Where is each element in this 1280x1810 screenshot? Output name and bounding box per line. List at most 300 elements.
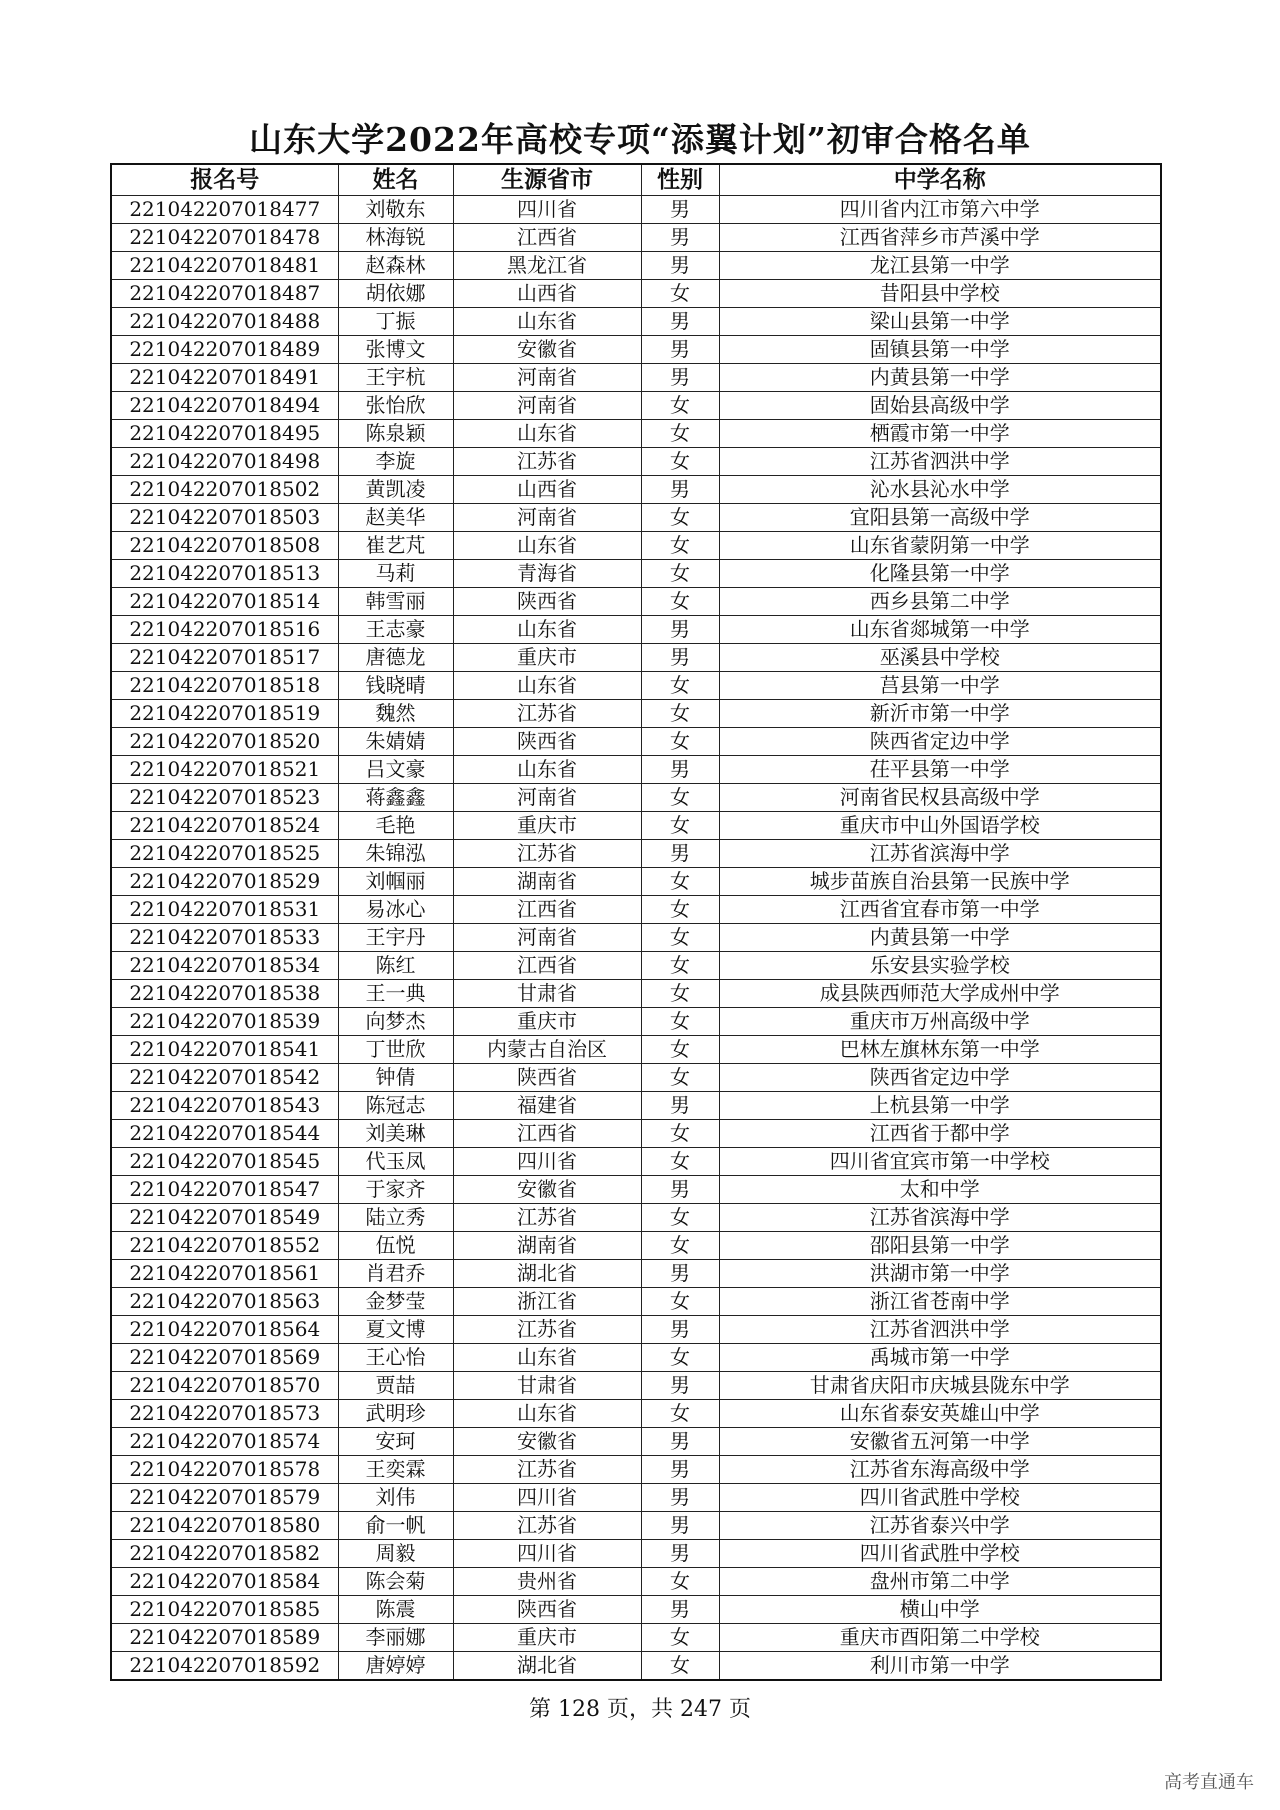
school-cell: 内黄县第一中学 bbox=[719, 364, 1161, 392]
registration-no-cell: 221042207018517 bbox=[111, 644, 338, 672]
registration-no-cell: 221042207018545 bbox=[111, 1148, 338, 1176]
province-cell: 河南省 bbox=[453, 392, 641, 420]
province-cell: 江苏省 bbox=[453, 1512, 641, 1540]
name-cell: 刘帼丽 bbox=[338, 868, 453, 896]
school-cell: 浙江省苍南中学 bbox=[719, 1288, 1161, 1316]
registration-no-cell: 221042207018574 bbox=[111, 1428, 338, 1456]
registration-no-cell: 221042207018481 bbox=[111, 252, 338, 280]
province-cell: 陕西省 bbox=[453, 728, 641, 756]
registration-no-cell: 221042207018549 bbox=[111, 1204, 338, 1232]
school-cell: 巫溪县中学校 bbox=[719, 644, 1161, 672]
registration-no-cell: 221042207018534 bbox=[111, 952, 338, 980]
registration-no-cell: 221042207018488 bbox=[111, 308, 338, 336]
name-cell: 于家齐 bbox=[338, 1176, 453, 1204]
province-cell: 湖南省 bbox=[453, 868, 641, 896]
province-cell: 贵州省 bbox=[453, 1568, 641, 1596]
name-cell: 唐婷婷 bbox=[338, 1652, 453, 1681]
school-cell: 甘肃省庆阳市庆城县陇东中学 bbox=[719, 1372, 1161, 1400]
table-row bbox=[111, 784, 1161, 812]
school-cell: 江苏省泗洪中学 bbox=[719, 448, 1161, 476]
header-gender: 性别 bbox=[641, 164, 719, 196]
table-row bbox=[111, 980, 1161, 1008]
registration-no-cell: 221042207018570 bbox=[111, 1372, 338, 1400]
province-cell: 四川省 bbox=[453, 1484, 641, 1512]
gender-cell: 女 bbox=[641, 1344, 719, 1372]
name-cell: 钟倩 bbox=[338, 1064, 453, 1092]
registration-no-cell: 221042207018578 bbox=[111, 1456, 338, 1484]
registration-no-cell: 221042207018489 bbox=[111, 336, 338, 364]
name-cell: 肖君乔 bbox=[338, 1260, 453, 1288]
school-cell: 太和中学 bbox=[719, 1176, 1161, 1204]
table-row bbox=[111, 672, 1161, 700]
gender-cell: 男 bbox=[641, 840, 719, 868]
school-cell: 山东省泰安英雄山中学 bbox=[719, 1400, 1161, 1428]
table-row bbox=[111, 1428, 1161, 1456]
province-cell: 陕西省 bbox=[453, 1596, 641, 1624]
table-row bbox=[111, 1652, 1161, 1681]
name-cell: 陆立秀 bbox=[338, 1204, 453, 1232]
gender-cell: 男 bbox=[641, 1260, 719, 1288]
province-cell: 青海省 bbox=[453, 560, 641, 588]
gender-cell: 男 bbox=[641, 308, 719, 336]
gender-cell: 女 bbox=[641, 504, 719, 532]
school-cell: 重庆市万州高级中学 bbox=[719, 1008, 1161, 1036]
header-registration-no: 报名号 bbox=[111, 164, 338, 196]
school-cell: 安徽省五河第一中学 bbox=[719, 1428, 1161, 1456]
gender-cell: 女 bbox=[641, 784, 719, 812]
table-row bbox=[111, 1092, 1161, 1120]
school-cell: 四川省武胜中学校 bbox=[719, 1484, 1161, 1512]
gender-cell: 女 bbox=[641, 728, 719, 756]
name-cell: 韩雪丽 bbox=[338, 588, 453, 616]
name-cell: 陈泉颖 bbox=[338, 420, 453, 448]
gender-cell: 男 bbox=[641, 1176, 719, 1204]
province-cell: 浙江省 bbox=[453, 1288, 641, 1316]
school-cell: 河南省民权县高级中学 bbox=[719, 784, 1161, 812]
gender-cell: 女 bbox=[641, 1204, 719, 1232]
school-cell: 盘州市第二中学 bbox=[719, 1568, 1161, 1596]
school-cell: 江苏省泰兴中学 bbox=[719, 1512, 1161, 1540]
registration-no-cell: 221042207018477 bbox=[111, 196, 338, 224]
name-cell: 刘伟 bbox=[338, 1484, 453, 1512]
table-row bbox=[111, 336, 1161, 364]
province-cell: 黑龙江省 bbox=[453, 252, 641, 280]
gender-cell: 女 bbox=[641, 1652, 719, 1681]
table-row bbox=[111, 644, 1161, 672]
gender-cell: 女 bbox=[641, 1064, 719, 1092]
school-cell: 昔阳县中学校 bbox=[719, 280, 1161, 308]
name-cell: 代玉凤 bbox=[338, 1148, 453, 1176]
registration-no-cell: 221042207018520 bbox=[111, 728, 338, 756]
registration-no-cell: 221042207018580 bbox=[111, 1512, 338, 1540]
table-row bbox=[111, 1316, 1161, 1344]
school-cell: 四川省武胜中学校 bbox=[719, 1540, 1161, 1568]
name-cell: 夏文博 bbox=[338, 1316, 453, 1344]
province-cell: 陕西省 bbox=[453, 588, 641, 616]
gender-cell: 男 bbox=[641, 1372, 719, 1400]
table-row bbox=[111, 448, 1161, 476]
name-cell: 陈会菊 bbox=[338, 1568, 453, 1596]
name-cell: 周毅 bbox=[338, 1540, 453, 1568]
gender-cell: 女 bbox=[641, 896, 719, 924]
province-cell: 江苏省 bbox=[453, 1316, 641, 1344]
table-row bbox=[111, 364, 1161, 392]
table-row bbox=[111, 700, 1161, 728]
name-cell: 王心怡 bbox=[338, 1344, 453, 1372]
province-cell: 重庆市 bbox=[453, 1008, 641, 1036]
school-cell: 重庆市酉阳第二中学校 bbox=[719, 1624, 1161, 1652]
province-cell: 山东省 bbox=[453, 532, 641, 560]
candidate-table bbox=[110, 163, 1162, 1681]
province-cell: 山东省 bbox=[453, 420, 641, 448]
gender-cell: 男 bbox=[641, 196, 719, 224]
name-cell: 王奕霖 bbox=[338, 1456, 453, 1484]
gender-cell: 男 bbox=[641, 224, 719, 252]
table-row bbox=[111, 504, 1161, 532]
name-cell: 武明珍 bbox=[338, 1400, 453, 1428]
table-row bbox=[111, 924, 1161, 952]
name-cell: 魏然 bbox=[338, 700, 453, 728]
table-row bbox=[111, 1456, 1161, 1484]
table-row bbox=[111, 868, 1161, 896]
name-cell: 吕文豪 bbox=[338, 756, 453, 784]
school-cell: 山东省蒙阴第一中学 bbox=[719, 532, 1161, 560]
table-row bbox=[111, 1484, 1161, 1512]
province-cell: 河南省 bbox=[453, 504, 641, 532]
school-cell: 宜阳县第一高级中学 bbox=[719, 504, 1161, 532]
school-cell: 内黄县第一中学 bbox=[719, 924, 1161, 952]
gender-cell: 男 bbox=[641, 1316, 719, 1344]
registration-no-cell: 221042207018487 bbox=[111, 280, 338, 308]
gender-cell: 女 bbox=[641, 1008, 719, 1036]
province-cell: 安徽省 bbox=[453, 336, 641, 364]
gender-cell: 女 bbox=[641, 392, 719, 420]
registration-no-cell: 221042207018529 bbox=[111, 868, 338, 896]
gender-cell: 女 bbox=[641, 560, 719, 588]
registration-no-cell: 221042207018584 bbox=[111, 1568, 338, 1596]
table-row bbox=[111, 392, 1161, 420]
province-cell: 湖北省 bbox=[453, 1652, 641, 1681]
name-cell: 王宇杭 bbox=[338, 364, 453, 392]
school-cell: 利川市第一中学 bbox=[719, 1652, 1161, 1681]
name-cell: 陈震 bbox=[338, 1596, 453, 1624]
province-cell: 江苏省 bbox=[453, 700, 641, 728]
registration-no-cell: 221042207018516 bbox=[111, 616, 338, 644]
province-cell: 江苏省 bbox=[453, 448, 641, 476]
gender-cell: 女 bbox=[641, 700, 719, 728]
province-cell: 安徽省 bbox=[453, 1176, 641, 1204]
gender-cell: 男 bbox=[641, 1456, 719, 1484]
table-row bbox=[111, 1232, 1161, 1260]
school-cell: 洪湖市第一中学 bbox=[719, 1260, 1161, 1288]
name-cell: 向梦杰 bbox=[338, 1008, 453, 1036]
name-cell: 金梦莹 bbox=[338, 1288, 453, 1316]
gender-cell: 女 bbox=[641, 532, 719, 560]
gender-cell: 女 bbox=[641, 280, 719, 308]
registration-no-cell: 221042207018518 bbox=[111, 672, 338, 700]
school-cell: 陕西省定边中学 bbox=[719, 1064, 1161, 1092]
registration-no-cell: 221042207018552 bbox=[111, 1232, 338, 1260]
gender-cell: 男 bbox=[641, 756, 719, 784]
school-cell: 茌平县第一中学 bbox=[719, 756, 1161, 784]
gender-cell: 女 bbox=[641, 1036, 719, 1064]
table-row bbox=[111, 560, 1161, 588]
name-cell: 陈冠志 bbox=[338, 1092, 453, 1120]
registration-no-cell: 221042207018491 bbox=[111, 364, 338, 392]
table-row bbox=[111, 224, 1161, 252]
name-cell: 丁世欣 bbox=[338, 1036, 453, 1064]
province-cell: 江西省 bbox=[453, 1120, 641, 1148]
school-cell: 重庆市中山外国语学校 bbox=[719, 812, 1161, 840]
province-cell: 山东省 bbox=[453, 756, 641, 784]
gender-cell: 男 bbox=[641, 252, 719, 280]
province-cell: 山东省 bbox=[453, 616, 641, 644]
school-cell: 江苏省东海高级中学 bbox=[719, 1456, 1161, 1484]
province-cell: 江西省 bbox=[453, 224, 641, 252]
gender-cell: 男 bbox=[641, 1596, 719, 1624]
province-cell: 四川省 bbox=[453, 1148, 641, 1176]
registration-no-cell: 221042207018573 bbox=[111, 1400, 338, 1428]
school-cell: 成县陕西师范大学成州中学 bbox=[719, 980, 1161, 1008]
table-body bbox=[111, 196, 1161, 1681]
registration-no-cell: 221042207018521 bbox=[111, 756, 338, 784]
name-cell: 刘敬东 bbox=[338, 196, 453, 224]
registration-no-cell: 221042207018498 bbox=[111, 448, 338, 476]
registration-no-cell: 221042207018543 bbox=[111, 1092, 338, 1120]
registration-no-cell: 221042207018544 bbox=[111, 1120, 338, 1148]
province-cell: 河南省 bbox=[453, 784, 641, 812]
table-row bbox=[111, 896, 1161, 924]
table-row bbox=[111, 1596, 1161, 1624]
table-row bbox=[111, 476, 1161, 504]
registration-no-cell: 221042207018541 bbox=[111, 1036, 338, 1064]
header-school: 中学名称 bbox=[719, 164, 1161, 196]
gender-cell: 女 bbox=[641, 672, 719, 700]
school-cell: 固镇县第一中学 bbox=[719, 336, 1161, 364]
registration-no-cell: 221042207018513 bbox=[111, 560, 338, 588]
name-cell: 伍悦 bbox=[338, 1232, 453, 1260]
registration-no-cell: 221042207018503 bbox=[111, 504, 338, 532]
province-cell: 山东省 bbox=[453, 308, 641, 336]
registration-no-cell: 221042207018502 bbox=[111, 476, 338, 504]
registration-no-cell: 221042207018563 bbox=[111, 1288, 338, 1316]
school-cell: 固始县高级中学 bbox=[719, 392, 1161, 420]
name-cell: 赵美华 bbox=[338, 504, 453, 532]
table-row bbox=[111, 308, 1161, 336]
registration-no-cell: 221042207018589 bbox=[111, 1624, 338, 1652]
table-row bbox=[111, 1176, 1161, 1204]
school-cell: 山东省郯城第一中学 bbox=[719, 616, 1161, 644]
province-cell: 山西省 bbox=[453, 280, 641, 308]
registration-no-cell: 221042207018547 bbox=[111, 1176, 338, 1204]
name-cell: 黄凯凌 bbox=[338, 476, 453, 504]
name-cell: 张怡欣 bbox=[338, 392, 453, 420]
school-cell: 禹城市第一中学 bbox=[719, 1344, 1161, 1372]
name-cell: 毛艳 bbox=[338, 812, 453, 840]
school-cell: 龙江县第一中学 bbox=[719, 252, 1161, 280]
gender-cell: 男 bbox=[641, 336, 719, 364]
registration-no-cell: 221042207018525 bbox=[111, 840, 338, 868]
school-cell: 江苏省滨海中学 bbox=[719, 840, 1161, 868]
gender-cell: 女 bbox=[641, 588, 719, 616]
gender-cell: 男 bbox=[641, 1540, 719, 1568]
table-row bbox=[111, 812, 1161, 840]
registration-no-cell: 221042207018533 bbox=[111, 924, 338, 952]
gender-cell: 男 bbox=[641, 476, 719, 504]
registration-no-cell: 221042207018569 bbox=[111, 1344, 338, 1372]
name-cell: 李丽娜 bbox=[338, 1624, 453, 1652]
name-cell: 王一典 bbox=[338, 980, 453, 1008]
province-cell: 重庆市 bbox=[453, 644, 641, 672]
table-row bbox=[111, 1512, 1161, 1540]
gender-cell: 女 bbox=[641, 1400, 719, 1428]
school-cell: 陕西省定边中学 bbox=[719, 728, 1161, 756]
gender-cell: 女 bbox=[641, 420, 719, 448]
school-cell: 横山中学 bbox=[719, 1596, 1161, 1624]
school-cell: 上杭县第一中学 bbox=[719, 1092, 1161, 1120]
province-cell: 福建省 bbox=[453, 1092, 641, 1120]
table-row bbox=[111, 1204, 1161, 1232]
table-row bbox=[111, 840, 1161, 868]
gender-cell: 男 bbox=[641, 644, 719, 672]
name-cell: 俞一帆 bbox=[338, 1512, 453, 1540]
name-cell: 胡依娜 bbox=[338, 280, 453, 308]
name-cell: 李旋 bbox=[338, 448, 453, 476]
registration-no-cell: 221042207018478 bbox=[111, 224, 338, 252]
name-cell: 易冰心 bbox=[338, 896, 453, 924]
table-row bbox=[111, 1148, 1161, 1176]
table-row bbox=[111, 1036, 1161, 1064]
registration-no-cell: 221042207018564 bbox=[111, 1316, 338, 1344]
province-cell: 陕西省 bbox=[453, 1064, 641, 1092]
table-row bbox=[111, 1064, 1161, 1092]
table-row bbox=[111, 1568, 1161, 1596]
school-cell: 江西省萍乡市芦溪中学 bbox=[719, 224, 1161, 252]
gender-cell: 女 bbox=[641, 1568, 719, 1596]
school-cell: 栖霞市第一中学 bbox=[719, 420, 1161, 448]
registration-no-cell: 221042207018538 bbox=[111, 980, 338, 1008]
registration-no-cell: 221042207018561 bbox=[111, 1260, 338, 1288]
gender-cell: 女 bbox=[641, 980, 719, 1008]
table-row bbox=[111, 588, 1161, 616]
gender-cell: 女 bbox=[641, 1120, 719, 1148]
registration-no-cell: 221042207018508 bbox=[111, 532, 338, 560]
table-row bbox=[111, 952, 1161, 980]
registration-no-cell: 221042207018539 bbox=[111, 1008, 338, 1036]
registration-no-cell: 221042207018579 bbox=[111, 1484, 338, 1512]
school-cell: 沁水县沁水中学 bbox=[719, 476, 1161, 504]
table-row bbox=[111, 728, 1161, 756]
gender-cell: 男 bbox=[641, 616, 719, 644]
table-row bbox=[111, 532, 1161, 560]
registration-no-cell: 221042207018542 bbox=[111, 1064, 338, 1092]
table-row bbox=[111, 1400, 1161, 1428]
province-cell: 江苏省 bbox=[453, 840, 641, 868]
province-cell: 四川省 bbox=[453, 1540, 641, 1568]
table-row bbox=[111, 1008, 1161, 1036]
name-cell: 林海锐 bbox=[338, 224, 453, 252]
province-cell: 江西省 bbox=[453, 952, 641, 980]
province-cell: 重庆市 bbox=[453, 812, 641, 840]
table-row bbox=[111, 1540, 1161, 1568]
gender-cell: 男 bbox=[641, 364, 719, 392]
gender-cell: 女 bbox=[641, 1232, 719, 1260]
table-row bbox=[111, 1624, 1161, 1652]
registration-no-cell: 221042207018531 bbox=[111, 896, 338, 924]
school-cell: 邵阳县第一中学 bbox=[719, 1232, 1161, 1260]
school-cell: 江西省于都中学 bbox=[719, 1120, 1161, 1148]
gender-cell: 女 bbox=[641, 1624, 719, 1652]
registration-no-cell: 221042207018524 bbox=[111, 812, 338, 840]
gender-cell: 女 bbox=[641, 1288, 719, 1316]
province-cell: 内蒙古自治区 bbox=[453, 1036, 641, 1064]
school-cell: 巴林左旗林东第一中学 bbox=[719, 1036, 1161, 1064]
gender-cell: 女 bbox=[641, 952, 719, 980]
table-row bbox=[111, 616, 1161, 644]
registration-no-cell: 221042207018514 bbox=[111, 588, 338, 616]
school-cell: 新沂市第一中学 bbox=[719, 700, 1161, 728]
province-cell: 山东省 bbox=[453, 1344, 641, 1372]
table-row bbox=[111, 1260, 1161, 1288]
school-cell: 江西省宜春市第一中学 bbox=[719, 896, 1161, 924]
province-cell: 山东省 bbox=[453, 672, 641, 700]
page-number: 第 128 页，共 247 页 bbox=[529, 1697, 751, 1722]
name-cell: 贾喆 bbox=[338, 1372, 453, 1400]
header-province: 生源省市 bbox=[453, 164, 641, 196]
gender-cell: 女 bbox=[641, 448, 719, 476]
gender-cell: 男 bbox=[641, 1428, 719, 1456]
table-header-row bbox=[111, 164, 1161, 196]
table-row bbox=[111, 1344, 1161, 1372]
name-cell: 丁振 bbox=[338, 308, 453, 336]
table-row bbox=[111, 1288, 1161, 1316]
province-cell: 江苏省 bbox=[453, 1456, 641, 1484]
table-row bbox=[111, 280, 1161, 308]
name-cell: 钱晓晴 bbox=[338, 672, 453, 700]
gender-cell: 女 bbox=[641, 1148, 719, 1176]
registration-no-cell: 221042207018494 bbox=[111, 392, 338, 420]
province-cell: 山东省 bbox=[453, 1400, 641, 1428]
registration-no-cell: 221042207018582 bbox=[111, 1540, 338, 1568]
name-cell: 朱婧婧 bbox=[338, 728, 453, 756]
table-row bbox=[111, 252, 1161, 280]
gender-cell: 男 bbox=[641, 1092, 719, 1120]
gender-cell: 女 bbox=[641, 868, 719, 896]
name-cell: 赵森林 bbox=[338, 252, 453, 280]
table-row bbox=[111, 1372, 1161, 1400]
header-name: 姓名 bbox=[338, 164, 453, 196]
registration-no-cell: 221042207018592 bbox=[111, 1652, 338, 1681]
table-row bbox=[111, 1120, 1161, 1148]
gender-cell: 女 bbox=[641, 924, 719, 952]
province-cell: 河南省 bbox=[453, 364, 641, 392]
school-cell: 乐安县实验学校 bbox=[719, 952, 1161, 980]
school-cell: 四川省宜宾市第一中学校 bbox=[719, 1148, 1161, 1176]
name-cell: 张博文 bbox=[338, 336, 453, 364]
province-cell: 四川省 bbox=[453, 196, 641, 224]
registration-no-cell: 221042207018523 bbox=[111, 784, 338, 812]
province-cell: 河南省 bbox=[453, 924, 641, 952]
registration-no-cell: 221042207018495 bbox=[111, 420, 338, 448]
name-cell: 安珂 bbox=[338, 1428, 453, 1456]
gender-cell: 女 bbox=[641, 812, 719, 840]
table-row bbox=[111, 756, 1161, 784]
school-cell: 西乡县第二中学 bbox=[719, 588, 1161, 616]
gender-cell: 男 bbox=[641, 1484, 719, 1512]
province-cell: 甘肃省 bbox=[453, 980, 641, 1008]
province-cell: 重庆市 bbox=[453, 1624, 641, 1652]
name-cell: 陈红 bbox=[338, 952, 453, 980]
